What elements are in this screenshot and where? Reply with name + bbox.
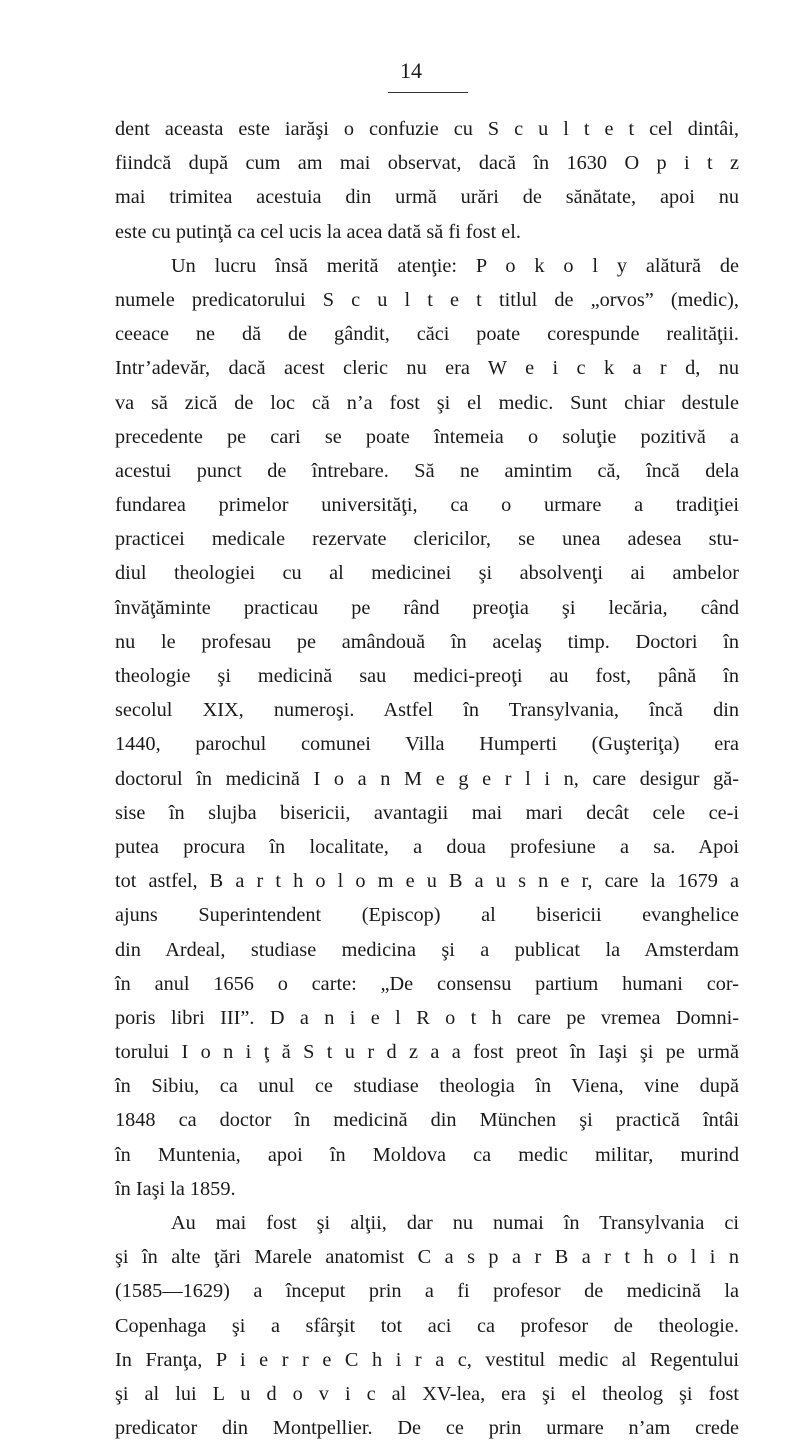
text-line: dent aceasta este iarăşi o confuzie cu S c u l t e t cel dintâi, (115, 118, 739, 140)
text-line: practicei medicale rezervate clericilor, se unea adesea stu- (115, 528, 739, 551)
page-number: 14 (388, 56, 468, 93)
text-line: ceeace ne dă de gândit, căci poate corespunde realităţii. (115, 323, 739, 346)
text-line: Un lucru însă merită atenţie: P o k o l y alătură de (171, 254, 739, 277)
text-line: Au mai fost şi alţii, dar nu numai în Transylvania ci (171, 1212, 739, 1234)
text-line: învăţăminte practicau pe rând preoţia şi lecăria, când (115, 596, 739, 619)
text-line: diul theologiei cu al medicinei şi absolvenţi ai ambelor (115, 562, 739, 585)
text-line: mai trimitea acestuia din urmă urări de sănătate, apoi nu (115, 186, 739, 209)
text-line: în anul 1656 o carte: „De consensu partium humani cor- (115, 972, 739, 995)
text-line: nu le profesau pe amândouă în acelaş timp. Doctori în (115, 630, 739, 653)
text-line: numele predicatorului S c u l t e t titlul de „orvos” (medic), (115, 288, 739, 311)
text-line: precedente pe cari se poate întemeia o soluţie pozitivă a (115, 425, 739, 448)
text-line: şi al lui L u d o v i c al XV-lea, era şi el theolog şi fost (115, 1382, 739, 1405)
text-line: sise în slujba bisericii, avantagii mai mari decât cele ce-i (115, 801, 739, 824)
text-line: fiindcă după cum am mai observat, dacă în 1630 O p i t z (115, 152, 739, 175)
text-line: 1848 ca doctor în medicină din München şi practică întâi (115, 1109, 739, 1132)
text-line: va să zică de loc că n’a fost şi el medic. Sunt chiar destule (115, 391, 739, 414)
text-line: Copenhaga şi a sfârşit tot aci ca profesor de theologie. (115, 1314, 739, 1337)
text-line: predicator din Montpellier. De ce prin urmare n’am crede (115, 1417, 739, 1440)
text-line: ajuns Superintendent (Episcop) al bisericii evanghelice (115, 904, 739, 927)
text-line: putea procura în localitate, a doua profesiune a sa. Apoi (115, 835, 739, 858)
text-line: şi în alte ţări Marele anatomist C a s p a r B a r t h o l i n (115, 1246, 739, 1269)
text-line: In Franţa, P i e r r e C h i r a c, vestitul medic al Regentului (115, 1348, 739, 1371)
text-line: în Sibiu, ca unul ce studiase theologia în Viena, vine după (115, 1075, 739, 1098)
text-line: torului I o n i ţ ă S t u r d z a a fost preot în Iaşi şi pe urmă (115, 1041, 739, 1064)
body-text (115, 112, 739, 1445)
text-line: secolul XIX, numeroşi. Astfel în Transylvania, încă din (115, 699, 739, 722)
text-line: în Iaşi la 1859. (115, 1177, 236, 1200)
text-line: în Muntenia, apoi în Moldova ca medic militar, murind (115, 1143, 739, 1166)
text-line: tot astfel, B a r t h o l o m e u B a u s n e r, care la 1679 a (115, 870, 739, 893)
text-line: fundarea primelor universităţi, ca o urmare a tradiţiei (115, 494, 739, 517)
text-line: din Ardeal, studiase medicina şi a publicat la Amsterdam (115, 938, 739, 961)
text-line: 1440, parochul comunei Villa Humperti (Guşteriţa) era (115, 733, 739, 756)
text-line: (1585—1629) a început prin a fi profesor de medicină la (115, 1280, 739, 1303)
text-line: Intr’adevăr, dacă acest cleric nu era W e i c k a r d, nu (115, 357, 739, 380)
text-line: este cu putinţă ca cel ucis la acea dată să fi fost el. (115, 220, 521, 243)
text-line: doctorul în medicină I o a n M e g e r l i n, care desigur gă- (115, 767, 739, 790)
text-line: theologie şi medicină sau medici-preoţi au fost, până în (115, 665, 739, 687)
text-line: acestui punct de întrebare. Să ne amintim că, încă dela (115, 459, 739, 482)
text-line: poris libri III”. D a n i e l R o t h care pe vremea Domni- (115, 1006, 739, 1029)
